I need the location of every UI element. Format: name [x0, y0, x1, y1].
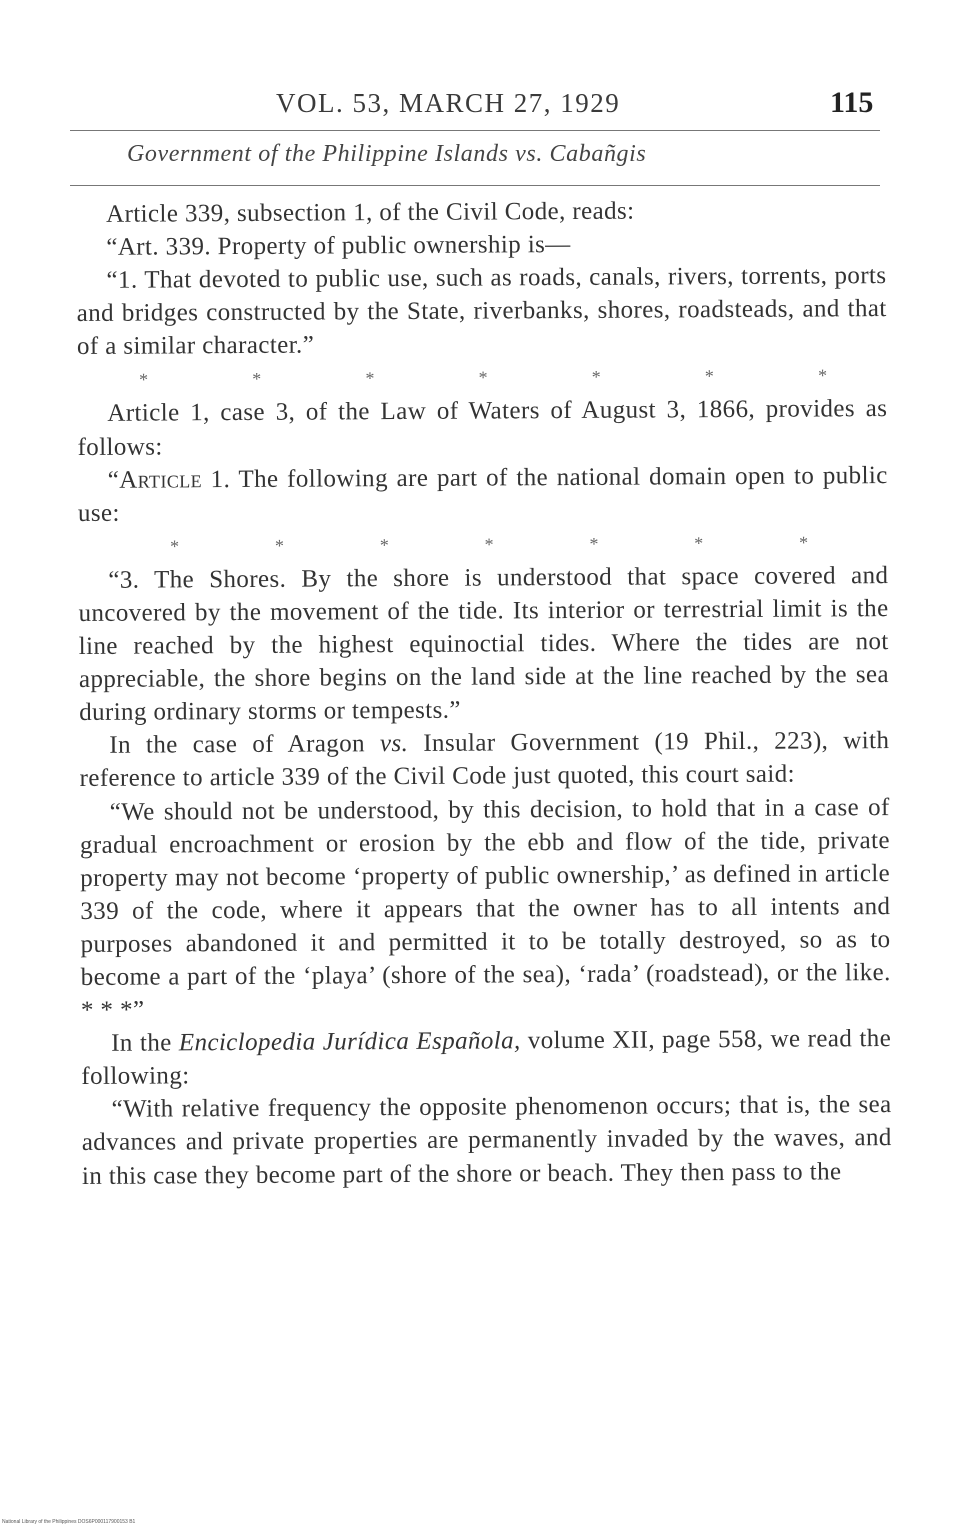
paragraph-1: Article 339, subsection 1, of the Civil Code, reads:	[106, 197, 635, 228]
paragraph-4: Article 1, case 3, of the Law of Waters of August 3, 1866, provides as follows:	[77, 395, 888, 461]
paragraph-9	[81, 1022, 891, 1093]
asterisk: *	[478, 367, 488, 389]
paragraph-6: “3. The Shores. By the shore is understood that space covered and uncovered by the movement of the tide. Its interior or terrestrial limit is the line reached by the highest equinoctial tides. Where the tides are not appreciable, the shore begins on the land side at the line reached by the sea during ordinary storms or tempests.”	[78, 561, 890, 727]
paragraph-5-text: The following are part of the national domain open to public use:	[77, 461, 888, 527]
volume-date-line: VOL. 53, MARCH 27, 1929	[276, 88, 621, 118]
asterisk: *	[170, 536, 180, 557]
asterisk: *	[817, 365, 828, 386]
paragraph-7-a: In the case of Aragon	[109, 730, 366, 760]
asterisk: *	[591, 367, 601, 388]
paragraph-9-a: In the	[111, 1029, 172, 1057]
paragraph-7-b: Insular Government (19 Phil., 223), with reference to article 339 of the Civil Code just quoted, this court said:	[79, 727, 890, 793]
asterisk: *	[589, 533, 599, 554]
paragraph-5	[78, 459, 888, 530]
paragraph-9-b: volume XII, page 558, we read the following:	[81, 1025, 892, 1091]
asterisk: *	[252, 369, 262, 390]
paragraph-3: “1. That devoted to public use, such as roads, canals, rivers, torrents, ports and bridges constructed by the State, riverbanks, shores, roadsteads, and that of a similar character.”	[76, 262, 887, 361]
paragraph-2: “Art. 339. Property of public ownership is—	[106, 231, 571, 261]
page-number: 115	[830, 86, 874, 119]
asterisk: *	[274, 535, 285, 556]
paragraph-7	[79, 724, 889, 795]
encyclopedia-title: Enciclopedia Jurídica Española,	[178, 1027, 521, 1057]
scan-footer-note: National Library of the Philippines DOS6P000117900153 B1	[2, 1519, 136, 1525]
asterisk-divider-2	[78, 525, 888, 564]
body-text	[76, 193, 892, 1193]
paragraph-10: “With relative frequency the opposite phenomenon occurs; that is, the sea advances and private properties are permanently invaded by the waves, and in this case they become part of the shore or beach. They then pass to the	[81, 1091, 892, 1190]
asterisk: *	[139, 370, 149, 391]
running-head	[0, 86, 970, 126]
asterisk: *	[704, 366, 714, 387]
asterisk: *	[484, 534, 494, 555]
asterisk-divider-1	[77, 359, 887, 398]
article-label: “Article 1.	[107, 465, 231, 494]
asterisk: *	[379, 534, 389, 555]
asterisk: *	[694, 533, 704, 554]
versus: vs.	[379, 730, 409, 758]
asterisk: *	[799, 532, 809, 553]
asterisk: *	[365, 368, 375, 389]
paragraph-8: “We should not be understood, by this decision, to hold that in a case of gradual encroachment or erosion by the ebb and flow of the tide, private property may not become ‘property of public ownership,’ as defined in article 339 of the code, where it appears that the owner has to all intents and purposes abandoned it and permitted it to be totally destroyed, so as to become a part of the ‘playa’ (shore of the sea), ‘rada’ (roadstead), or the like. * * *”	[79, 793, 891, 1025]
header-rule-bottom	[70, 185, 880, 186]
case-title: Government of the Philippine Islands vs. Cabañgis	[127, 141, 647, 167]
header-rule-top	[70, 130, 880, 131]
